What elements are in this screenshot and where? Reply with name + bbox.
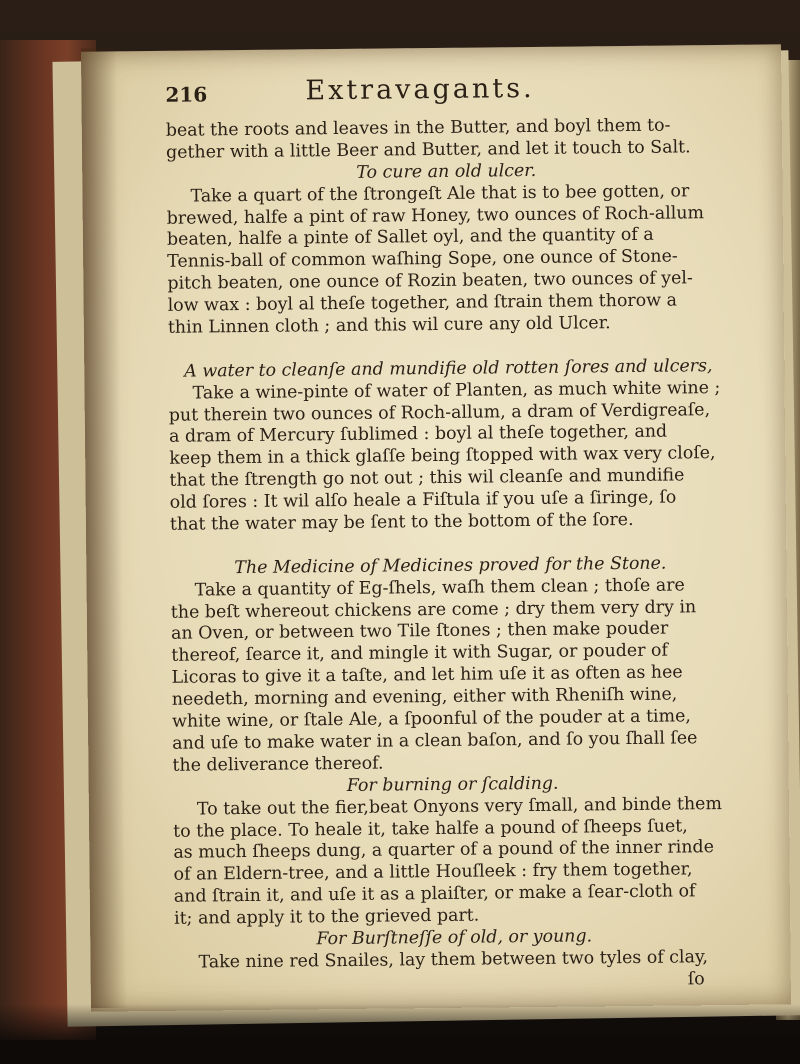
text-line: Take a quart of the ſtrongeſt Ale that is to bee gotten, or <box>190 181 690 207</box>
text-line: an Oven, or between two Tile ſtones ; then make pouder <box>170 619 669 645</box>
text-line: it; and apply it to the grieved part. <box>173 905 480 929</box>
page-header <box>145 72 665 117</box>
book-page <box>81 44 791 1011</box>
text-line: white wine, or ſtale Ale, a ſpoonful of the pouder at a time, <box>171 706 691 732</box>
text-line: thin Linnen cloth ; and this wil cure any old Ulcer. <box>167 313 611 338</box>
text-line: that the ſtrength go not out ; this wil cleanſe and mundifie <box>169 465 685 492</box>
text-line: to the place. To heale it, take halfe a pound of ſheeps ſuet, <box>173 815 688 842</box>
text-line: old ſores : It wil alſo heale a Fiſtula if you uſe a ſiringe, ſo <box>169 487 677 513</box>
text-line: the deliverance thereof. <box>172 753 384 776</box>
text-line: thereof, ſearce it, and mingle it with Sugar, or pouder of <box>171 640 669 667</box>
text-line: the beſt whereout chickens are come ; dry them very dry in <box>170 596 697 623</box>
text-line: as much ſheeps dung, a quarter of a pound of the inner rinde <box>173 837 715 864</box>
text-line: needeth, morning and evening, either with Rheniſh wine, <box>171 684 678 710</box>
text-line: that the water may be ſent to the bottom of the ſore. <box>169 509 634 535</box>
recipe-heading: To cure an old ulcer. <box>356 160 537 183</box>
recipe-heading: For burning or ſcalding. <box>346 773 559 796</box>
recipe-heading: The Medicine of Medicines proved for the Stone. <box>234 553 667 578</box>
text-line: To take out the fier,beat Onyons very ſmall, and binde them <box>196 793 723 820</box>
text-line: Take nine red Snailes, lay them between two tyles of clay, <box>198 947 709 973</box>
text-line: Tennis-ball of common waſhing Sope, one ounce of Stone- <box>167 246 678 273</box>
text-line: pitch beaten, one ounce of Rozin beaten, two ounces of yel- <box>167 268 693 295</box>
page-number: 216 <box>165 82 208 107</box>
text-line: a dram of Mercury ſublimed : boyl al theſe together, and <box>168 422 668 448</box>
text-line: and ſtrain it, and uſe it as a plaiſter, or make a ſear-cloth of <box>173 881 696 907</box>
text-line: and uſe to make water in a clean baſon, and ſo you ſhall ſee <box>172 728 698 754</box>
text-line: beaten, halfe a pinte of Sallet oyl, and the quantity of a <box>166 225 654 251</box>
text-line: of an Eldern-tree, and a little Houſleek : fry them together, <box>173 859 693 886</box>
text-line: low wax : boyl al theſe together, and ſtrain them thorow a <box>167 290 678 316</box>
recipe-heading: For Burſtneſſe of old, or young. <box>316 926 593 950</box>
page-body <box>166 115 735 996</box>
text-line: Take a wine-pinte of water of Planten, as much white wine ; <box>192 377 721 404</box>
catchword: ſo <box>687 968 705 990</box>
text-line: beat the roots and leaves in the Butter, and boyl them to- <box>165 115 671 141</box>
text-line: Licoras to give it a taſte, and let him uſe it as often as hee <box>171 662 683 689</box>
text-line: brewed, halfe a pint of raw Honey, two ounces of Roch-allum <box>166 202 705 229</box>
running-head: Extravagants. <box>305 72 535 107</box>
recipe-heading: A water to cleanſe and mundifie old rotten ſores and ulcers, <box>184 355 713 382</box>
text-line: put therein two ounces of Roch-allum, a dram of Verdigreaſe, <box>168 399 711 426</box>
text-line: Take a quantity of Eg-ſhels, waſh them clean ; thoſe are <box>194 575 685 601</box>
text-line: keep them in a thick glaſſe being ſtopped with wax very cloſe, <box>169 443 716 470</box>
bottom-shadow <box>0 1004 800 1064</box>
text-line: gether with a little Beer and Butter, and let it touch to Salt. <box>165 137 691 163</box>
